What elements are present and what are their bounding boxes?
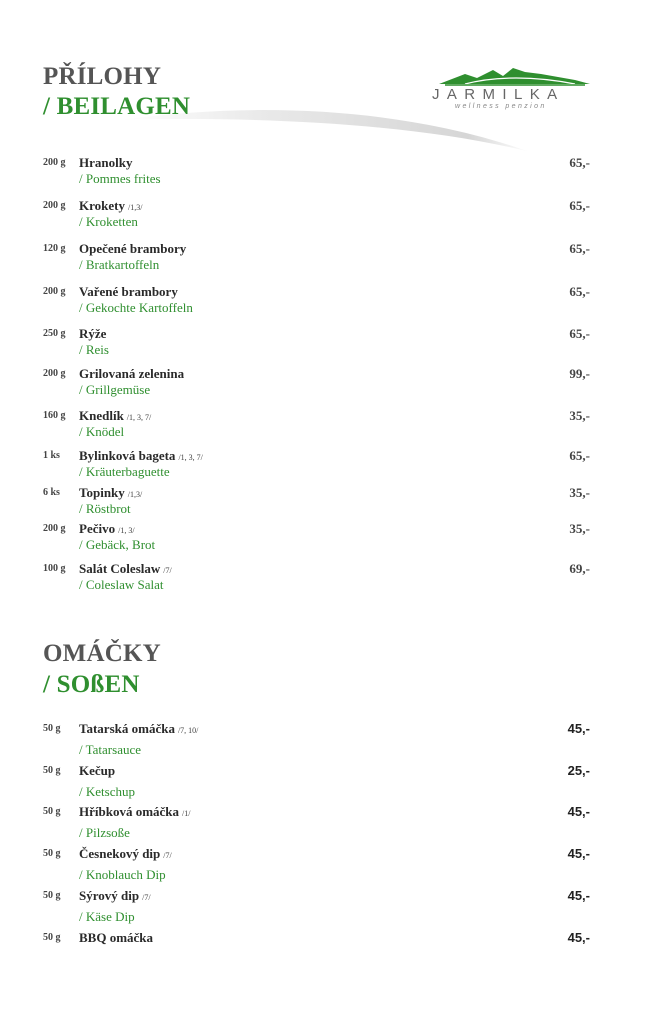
item-weight: 200 g xyxy=(43,157,66,168)
item-allergens: /1, 3/ xyxy=(118,526,135,535)
item-price: 45,- xyxy=(567,930,590,945)
item-name: Hranolky xyxy=(79,155,133,170)
side-item-krokety xyxy=(0,198,667,234)
item-name: Sýrový dip /7/ xyxy=(79,888,151,903)
item-name: Opečené brambory xyxy=(79,241,187,256)
item-price: 25,- xyxy=(567,763,590,778)
item-weight: 50 g xyxy=(43,890,61,901)
item-price: 35,- xyxy=(569,521,590,536)
sauce-item-tatarska xyxy=(0,721,667,757)
item-price: 45,- xyxy=(567,888,590,903)
item-name: Topinky /1,3/ xyxy=(79,485,143,500)
logo-name: JARMILKA xyxy=(432,86,565,103)
item-translation: / Gebäck, Brot xyxy=(79,537,156,552)
sauces-title-de: / SOßEN xyxy=(43,671,140,698)
item-price: 65,- xyxy=(569,284,590,299)
side-item-salat-coleslaw xyxy=(0,561,667,597)
item-translation: / Ketschup xyxy=(79,784,135,799)
item-weight: 50 g xyxy=(43,806,61,817)
item-translation: / Bratkartoffeln xyxy=(79,257,160,272)
item-translation: / Kroketten xyxy=(79,214,138,229)
item-price: 65,- xyxy=(569,448,590,463)
item-price: 65,- xyxy=(569,241,590,256)
sides-title-de: / BEILAGEN xyxy=(43,93,191,120)
item-name: Tatarská omáčka /7, 10/ xyxy=(79,721,199,736)
item-weight: 200 g xyxy=(43,523,66,534)
item-weight: 100 g xyxy=(43,563,66,574)
sauce-item-bbq xyxy=(0,930,667,966)
logo-tagline: wellness penzion xyxy=(455,103,547,110)
item-weight: 50 g xyxy=(43,765,61,776)
item-name: Grilovaná zelenina xyxy=(79,366,185,381)
item-weight: 50 g xyxy=(43,932,61,943)
item-translation: / Röstbrot xyxy=(79,501,131,516)
side-item-varene-brambory xyxy=(0,284,667,320)
side-item-ryze xyxy=(0,326,667,362)
item-price: 35,- xyxy=(569,485,590,500)
item-weight: 6 ks xyxy=(43,487,60,498)
item-allergens: /1, 3, 7/ xyxy=(126,413,152,422)
item-translation: / Knoblauch Dip xyxy=(79,867,166,882)
item-weight: 200 g xyxy=(43,286,66,297)
item-price: 35,- xyxy=(569,408,590,423)
item-name: Hříbková omáčka /1/ xyxy=(79,804,191,819)
item-weight: 250 g xyxy=(43,328,66,339)
item-weight: 1 ks xyxy=(43,450,60,461)
item-weight: 200 g xyxy=(43,200,66,211)
item-name: Rýže xyxy=(79,326,107,341)
side-item-opecene-brambory xyxy=(0,241,667,277)
item-translation: / Knödel xyxy=(79,424,125,439)
side-item-grilovana-zelenina xyxy=(0,366,667,402)
item-translation: / Pommes frites xyxy=(79,171,161,186)
item-allergens: /7, 10/ xyxy=(177,726,199,735)
item-price: 65,- xyxy=(569,198,590,213)
item-translation: / Coleslaw Salat xyxy=(79,577,164,592)
side-item-bylinkova-bageta xyxy=(0,448,667,484)
item-allergens: /7/ xyxy=(163,851,172,860)
item-allergens: /7/ xyxy=(142,893,151,902)
item-price: 65,- xyxy=(569,326,590,341)
sides-title-cz: PŘÍLOHY xyxy=(43,63,162,90)
side-item-hranolky xyxy=(0,155,667,191)
item-allergens: /7/ xyxy=(163,566,172,575)
sauce-item-syrovy-dip xyxy=(0,888,667,924)
item-allergens: /1,3/ xyxy=(127,203,143,212)
item-price: 45,- xyxy=(567,846,590,861)
sauce-item-kecup xyxy=(0,763,667,799)
item-weight: 120 g xyxy=(43,243,66,254)
item-price: 65,- xyxy=(569,155,590,170)
item-allergens: /1, 3, 7/ xyxy=(178,453,203,462)
side-item-topinky xyxy=(0,485,667,521)
item-allergens: /1/ xyxy=(182,809,191,818)
item-translation: / Pilzsoße xyxy=(79,825,130,840)
sauce-item-hribkova xyxy=(0,804,667,840)
item-price: 45,- xyxy=(567,804,590,819)
item-price: 69,- xyxy=(569,561,590,576)
item-weight: 160 g xyxy=(43,410,66,421)
item-name: Vařené brambory xyxy=(79,284,178,299)
jarmilka-logo xyxy=(425,62,595,117)
item-translation: / Tatarsauce xyxy=(79,742,142,757)
item-allergens: /1,3/ xyxy=(127,490,143,499)
sauce-item-cesnekovy-dip xyxy=(0,846,667,882)
item-name: BBQ omáčka xyxy=(79,930,154,945)
item-name: Krokety /1,3/ xyxy=(79,198,143,213)
item-translation: / Grillgemüse xyxy=(79,382,151,397)
item-name: Bylinková bageta /1, 3, 7/ xyxy=(79,448,203,463)
side-item-knedlik xyxy=(0,408,667,444)
item-weight: 50 g xyxy=(43,848,61,859)
item-translation: / Reis xyxy=(79,342,109,357)
item-translation: / Kräuterbaguette xyxy=(79,464,170,479)
item-name: Salát Coleslaw /7/ xyxy=(79,561,172,576)
item-name: Pečivo /1, 3/ xyxy=(79,521,135,536)
side-item-pecivo xyxy=(0,521,667,557)
item-translation: / Käse Dip xyxy=(79,909,135,924)
item-translation: / Gekochte Kartoffeln xyxy=(79,300,193,315)
item-price: 99,- xyxy=(569,366,590,381)
item-name: Knedlík /1, 3, 7/ xyxy=(79,408,152,423)
item-name: Kečup xyxy=(79,763,116,778)
item-price: 45,- xyxy=(567,721,590,736)
item-weight: 50 g xyxy=(43,723,61,734)
item-name: Česnekový dip /7/ xyxy=(79,846,172,861)
item-weight: 200 g xyxy=(43,368,66,379)
sauces-title-cz: OMÁČKY xyxy=(43,640,161,667)
